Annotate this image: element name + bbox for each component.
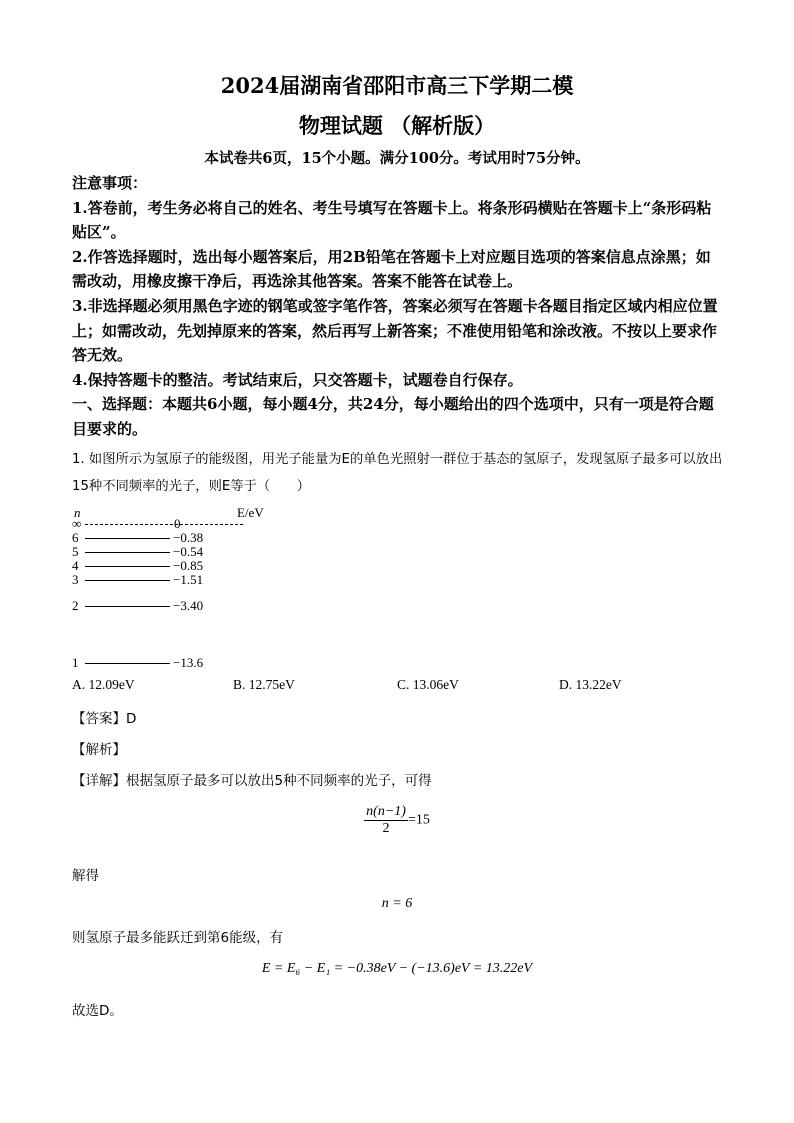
conclusion-text: 故选D。: [72, 1003, 123, 1019]
then-text: 则氢原子最多能跃迁到第6能级，有: [72, 930, 284, 946]
section-heading: 一、选择题：本题共6小题，每小题4分，共24分，每小题给出的四个选项中，只有一项是符合题目要求的。: [72, 395, 714, 438]
note-item: 1.答卷前，考生务必将自己的姓名、考生号填写在答题卡上。将条形码横贴在答题卡上“条形码粘贴区”。: [72, 198, 712, 242]
option-a: A. 12.09eV: [72, 677, 135, 692]
level-n: 1: [72, 655, 79, 670]
answer-options: [72, 677, 724, 697]
level-n: 6: [72, 530, 79, 545]
exam-intro: 本试卷共6页，15个小题。满分100分。考试用时75分钟。: [204, 150, 590, 167]
level-energy: −0.85: [173, 558, 204, 573]
level-n: 2: [72, 598, 79, 613]
level-energy: −0.54: [173, 544, 204, 559]
level-line: [85, 606, 170, 607]
option-b: B. 12.75eV: [233, 677, 295, 692]
equation-fraction: [364, 804, 408, 837]
level-line: [85, 524, 243, 525]
notes-heading: 注意事项：: [72, 174, 148, 192]
equation-1: [0, 804, 794, 837]
fraction-denominator: 2: [382, 821, 390, 836]
level-n: 3: [72, 572, 79, 587]
level-line: [85, 566, 170, 567]
note-item: 2.作答选择题时，选出每小题答案后，用2B铅笔在答题卡上对应题目选项的答案信息点涂黑；如需改动，用橡皮擦干净后，再选涂其他答案。答案不能答在试卷上。: [72, 247, 711, 291]
diagram-energy-label: E/eV: [237, 505, 264, 520]
level-energy: −13.6: [173, 655, 204, 670]
detail-text: 【详解】根据氢原子最多可以放出5种不同频率的光子，可得: [72, 773, 432, 789]
document-title: 2024届湖南省邵阳市高三下学期二模: [220, 73, 574, 98]
level-line: [85, 663, 170, 664]
level-energy: −3.40: [173, 598, 204, 613]
level-energy: −1.51: [173, 572, 204, 587]
level-n: 5: [72, 544, 79, 559]
option-d: D. 13.22eV: [559, 677, 622, 692]
equation-2: n = 6: [381, 896, 413, 911]
equation-rhs: =15: [407, 812, 430, 828]
energy-level-diagram: [72, 505, 272, 673]
fraction-numerator: n(n−1): [366, 804, 406, 819]
level-energy: 0: [174, 516, 181, 531]
level-line: [85, 538, 170, 539]
level-line: [85, 552, 170, 553]
note-item: 4.保持答题卡的整洁。考试结束后，只交答题卡，试题卷自行保存。: [72, 370, 523, 389]
note-item: 3.非选择题必须用黑色字迹的钢笔或签字笔作答，答案必须写在答题卡各题目指定区域内相应位置上；如需改动，先划掉原来的答案，然后再写上新答案；不准使用铅笔和涂改液。不按以上要求作答无效。: [72, 296, 718, 365]
notes-section: [72, 171, 724, 442]
level-n: ∞: [72, 516, 82, 531]
document-subtitle: 物理试题 （解析版）: [298, 113, 496, 138]
solve-text: 解得: [72, 868, 99, 884]
diagram-n-label: n: [74, 505, 81, 520]
analysis-label: 【解析】: [72, 742, 126, 758]
answer-line: 【答案】D: [72, 711, 137, 727]
level-line: [85, 580, 170, 581]
question-1: [72, 447, 724, 500]
level-n: 4: [72, 558, 79, 573]
equation-3: E = E₆ − E₁ = −0.38eV − (−13.6)eV = 13.22eV: [261, 961, 533, 976]
option-c: C. 13.06eV: [397, 677, 459, 692]
question-text: 1. 如图所示为氢原子的能级图，用光子能量为E的单色光照射一群位于基态的氢原子，发现氢原子最多可以放出15种不同频率的光子，则E等于（ ）: [72, 452, 723, 494]
level-energy: −0.38: [173, 530, 204, 545]
